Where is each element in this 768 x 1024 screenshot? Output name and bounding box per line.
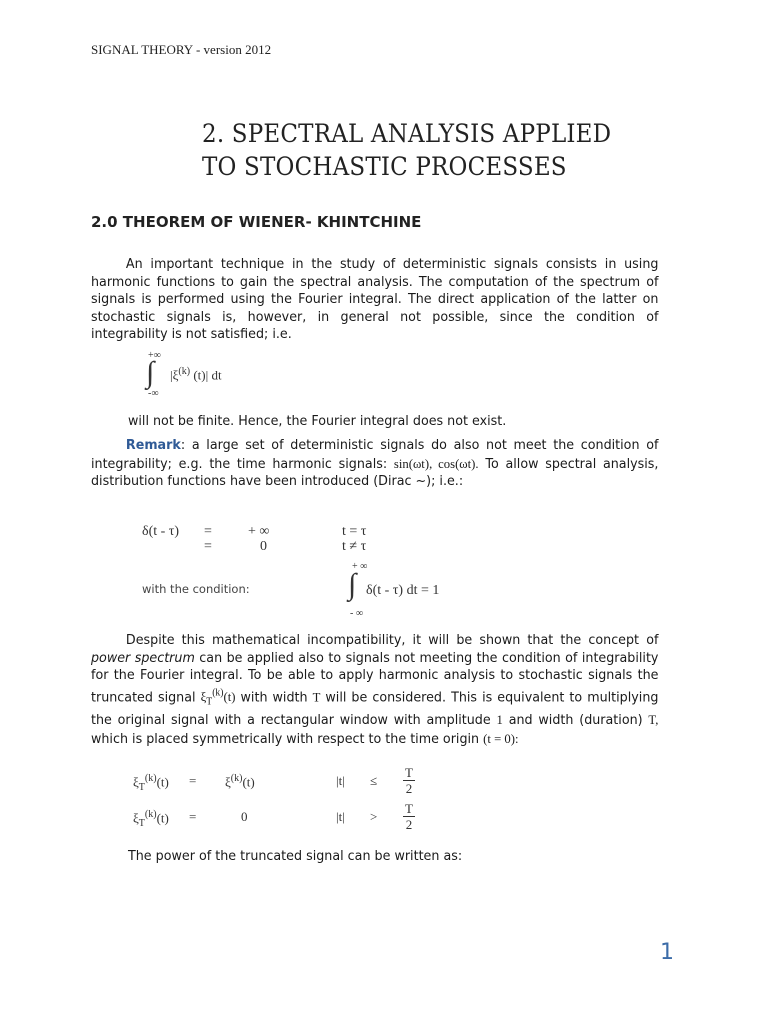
row1-lhs: $\xi_T^{(k)}(t)$	[133, 773, 169, 793]
chapter-title	[202, 117, 680, 183]
row2-equals: =	[189, 809, 197, 824]
dirac-lhs: δ(t - τ)	[142, 524, 180, 539]
running-header: SIGNAL THEORY - version 2012	[91, 42, 272, 57]
row1-relation: ≤	[370, 773, 378, 788]
dirac-definition	[142, 524, 482, 624]
row1-equals: =	[189, 773, 197, 788]
row2-rhs: 0	[241, 809, 248, 824]
row2-lhs: $\xi_T^{(k)}(t)$	[133, 809, 169, 829]
integral-equation	[146, 350, 266, 400]
row1-abs-t: |t|	[336, 773, 345, 788]
dirac-integral-lower: - ∞	[350, 608, 363, 619]
dirac-integral-sign: ∫	[348, 568, 357, 601]
integral-expression: $|\xi^{(k)}$ (t)| dt	[170, 366, 222, 383]
dirac-integral-upper: + ∞	[352, 561, 368, 572]
dirac-value-2: 0	[260, 539, 267, 554]
paragraph-power: The power of the truncated signal can be written as:	[128, 849, 463, 864]
paragraph-remark: Remark: a large set of deterministic signals do also not meet the condition of integrability; e.g. the time harmonic signals: sin(ωt), cos(ωt). To allow spectral analysis, distribution functions have been introduced (Dirac ~); i.e.:	[91, 438, 659, 490]
dirac-equals-2: =	[204, 539, 212, 554]
paragraph-truncated-signal: Despite this mathematical incompatibility, it will be shown that the concept of power spectrum can be applied also to signals not meeting the condition of integrability for the Fourier integral. To be able to apply harmonic analysis to stochastic signals the truncated signal $\xi_T^{(k)}(t)$ with width T will be considered. This is equivalent to multiplying the original signal with a rectangular window with amplitude 1 and width (duration) T, which is placed symmetrically with respect to the time origin (t = 0):	[91, 633, 659, 747]
integral-lower-limit: -∞	[148, 388, 159, 399]
integral-upper-limit: +∞	[148, 350, 161, 361]
truncated-signal-definition	[133, 765, 433, 837]
row2-fraction: $\frac{T}{2}$	[405, 801, 413, 832]
paragraph-intro: An important technique in the study of deterministic signals consists in using harmonic functions to gain the spectral analysis. The computation of the spectrum of signals is performed using the Fourier integral. The direct application of the latter on stochastic signals is, however, in general not possible, since the condition of integrability is not satisfied; i.e.	[91, 257, 659, 343]
dirac-equals-1: =	[204, 524, 212, 539]
chapter-title-line-2: TO STOCHASTIC PROCESSES	[202, 152, 567, 181]
section-title: 2.0 THEOREM OF WIENER- KHINTCHINE	[91, 213, 422, 231]
remark-label: Remark	[125, 438, 181, 453]
with-condition-label: with the condition:	[142, 582, 250, 596]
paragraph-not-finite: will not be finite. Hence, the Fourier integral does not exist.	[128, 414, 507, 429]
row1-rhs: $\xi^{(k)}(t)$	[225, 773, 255, 790]
dirac-condition-2: t ≠ τ	[342, 539, 367, 554]
chapter-title-line-1: 2. SPECTRAL ANALYSIS APPLIED	[202, 119, 612, 148]
row1-fraction: $\frac{T}{2}$	[405, 765, 413, 796]
dirac-condition-1: t = τ	[342, 524, 367, 539]
dirac-integral-expression: δ(t - τ) dt = 1	[366, 583, 440, 598]
integral-sign: ∫	[146, 356, 155, 389]
truncated-signal-symbol: $\xi_T^{(k)}(t)$	[200, 687, 236, 708]
dirac-value-1: + ∞	[248, 524, 270, 539]
row2-relation: >	[370, 809, 378, 824]
row2-abs-t: |t|	[336, 809, 345, 824]
page-number: 1	[660, 940, 674, 965]
